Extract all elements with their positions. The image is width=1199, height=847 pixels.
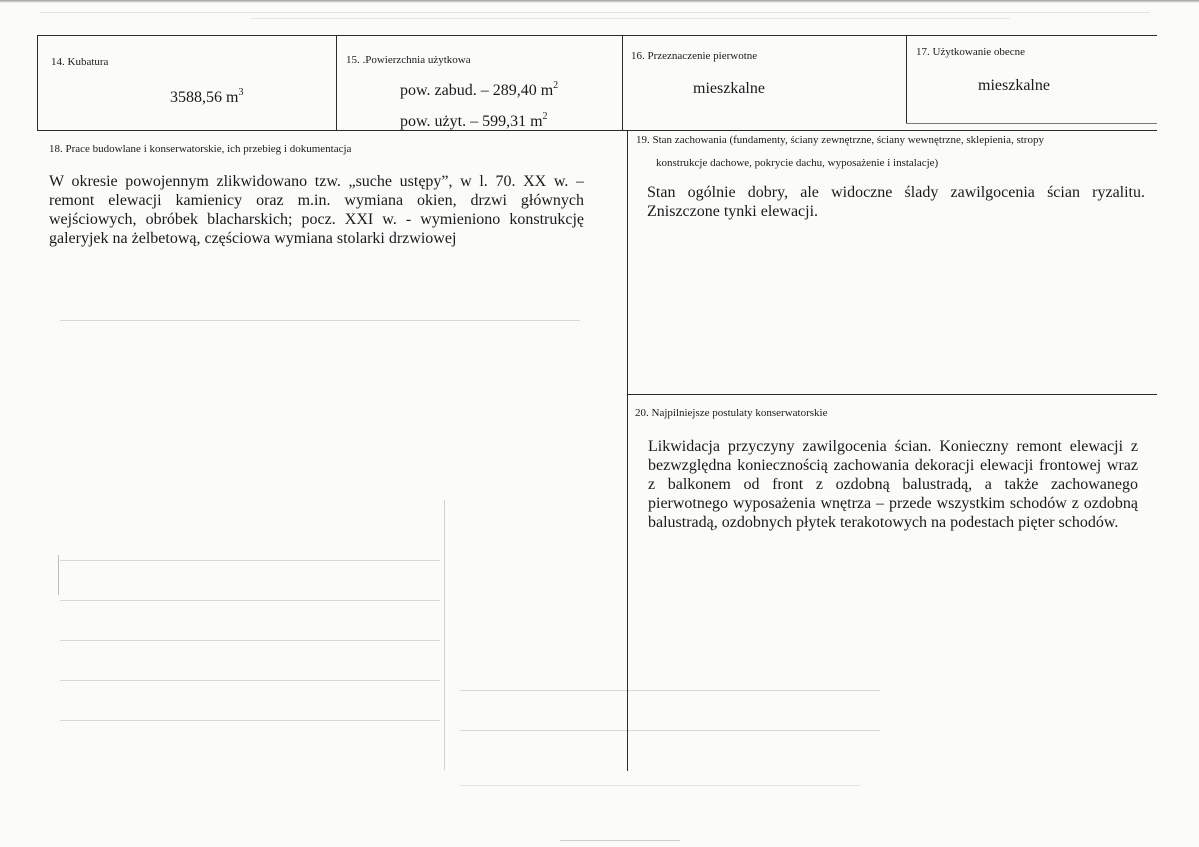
field-19-text: Stan ogólnie dobry, ale widoczne ślady zawilgocenia ścian ryzalitu. Zniszczone tynki elewacji. — [647, 184, 1145, 220]
field-15-label: 15. .Powierzchnia użytkowa — [346, 54, 471, 66]
field-20-label: 20. Najpilniejsze postulaty konserwatorskie — [635, 407, 828, 419]
field-17-label: 17. Użytkowanie obecne — [916, 46, 1026, 58]
field-17-value: mieszkalne — [978, 77, 1050, 94]
scan-top-edge — [0, 0, 1199, 3]
kubatura-unit-exponent: 3 — [238, 86, 244, 98]
field-15-line1 — [400, 79, 559, 100]
field-20-text: Likwidacja przyczyny zawilgocenia ścian. Konieczny remont elewacji z bezwzględna koniecznością zachowania dekoracji elewacji frontowej wraz z balkonem od front z ozdobną balustradą, a także zachowanego pierwotnego wyposażenia wnętrza – przede wszystkim schodów z ozdobną balustradą, ozdobnych płytek terakotowych na podestach pięter schodów. — [648, 438, 1138, 531]
kubatura-value: 3588,56 m — [170, 89, 239, 106]
field-19-label-line1: 19. Stan zachowania (fundamenty, ściany zewnętrzne, ściany wewnętrzne, sklepienia, stropy — [636, 134, 1044, 146]
pow-uzyt-value: pow. użyt. – 599,31 m — [400, 113, 543, 130]
pow-uzyt-exponent: 2 — [542, 110, 548, 122]
field-15-line2 — [400, 110, 548, 131]
field-16-label: 16. Przeznaczenie pierwotne — [631, 50, 758, 62]
pow-zabud-exponent: 2 — [553, 79, 559, 91]
field-14-value — [170, 86, 244, 107]
field-14-label: 14. Kubatura — [51, 56, 109, 68]
field-18-text: W okresie powojennym zlikwidowano tzw. „suche ustępy”, w l. 70. XX w. – remont elewacji kamienicy oraz m.in. wymiana okien, drzwi głównych wejściowych, obróbek blacharskich; pocz. XXI w. - wymieniono konstrukcję galeryjek na żelbetową, częściowa wymiana stolarki drzwiowej — [49, 173, 584, 247]
field-18-label: 18. Prace budowlane i konserwatorskie, ich przebieg i dokumentacja — [49, 143, 352, 155]
pow-zabud-value: pow. zabud. – 289,40 m — [400, 82, 554, 99]
field-16-value: mieszkalne — [693, 80, 765, 97]
field-19-label-line2: konstrukcje dachowe, pokrycie dachu, wyposażenie i instalacje) — [656, 157, 939, 169]
